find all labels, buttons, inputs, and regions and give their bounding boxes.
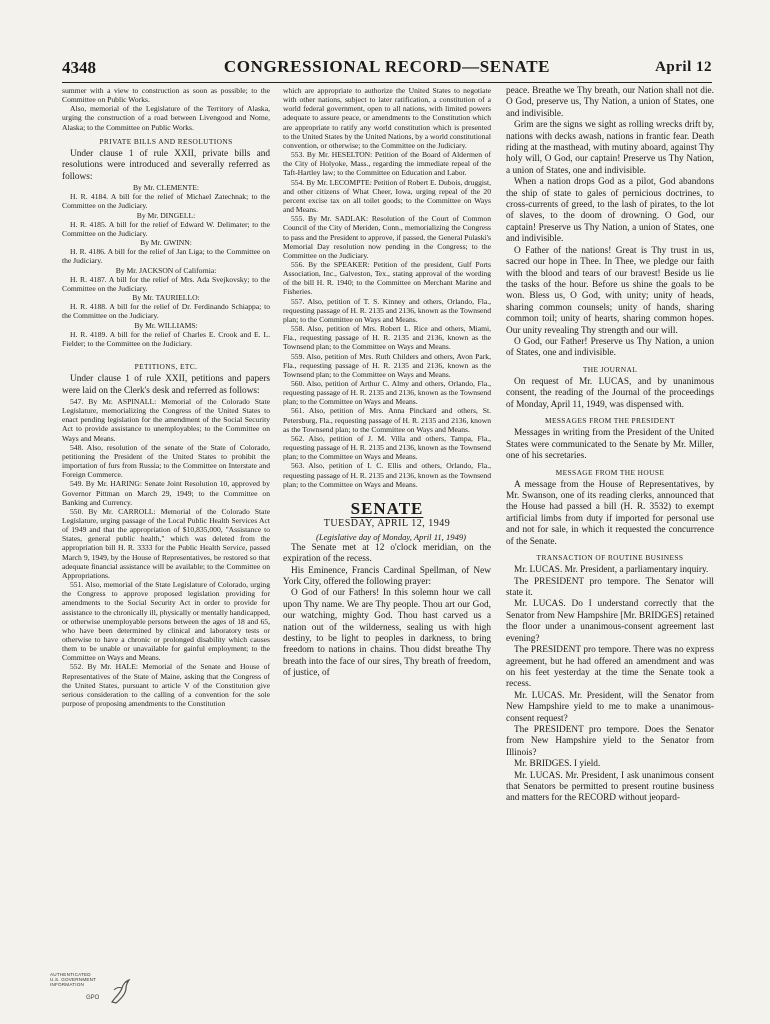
bill-entry: H. R. 4189. A bill for the relief of Charles E. Crook and E. L. Fielder; to the Committee on the Judiciary. [62,329,270,348]
section-heading: THE JOURNAL [582,364,638,374]
bill-entry: H. R. 4184. A bill for the relief of Michael Zatechnak; to the Committee on the Judiciary. [62,192,270,211]
senate-heading: SENATE [350,498,424,518]
bill-entry: H. R. 4187. A bill for the relief of Mrs. Ada Svejkovsky; to the Committee on the Judiciary. [62,274,270,293]
section-heading: TRANSACTION OF ROUTINE BUSINESS [536,553,684,563]
sponsor-line: By Mr. GWINN: [140,238,192,248]
petition-entry: 562. Also, petition of J. M. Villa and others, Tampa, Fla., requesting passage of H. R. 2135 and 2136, known as the Townsend plan; to the Committee on Ways and Means. [283,433,491,462]
bill-entry: H. R. 4188. A bill for the relief of Dr. Ferdinando Schiappa; to the Committee on the Judiciary. [62,302,270,321]
prayer-text: O God of our Fathers! In this solemn hour we call upon Thy name. We are Thy people. Thou art our God, our watching, mighty God. Thou hast carved us a nation out of the wilderness, sealing us with high destiny, to be light to peoples in darkness, to bring freedom to nations in chains. Thou didst breathe Thy breath into the face of our sires, Thy breath of freedom, of justice, of [283,588,491,679]
dialogue-line: The PRESIDENT pro tempore. Does the Senator from New Hampshire yield to the Senator from Illinois? [506,724,714,758]
column-middle [283,86,491,680]
prayer-text: Grim are the signs we sight as rolling wrecks drift by, nations with decks awash, nations in frantic fear. Death riding at the masthead, with mutiny aboard, against Thy holy will, O God, our captain! Preserve us Thy Nation, a union of States, one and indivisible. [506,120,714,176]
sponsor-line: By Mr. CLEMENTE: [132,183,200,193]
petition-entry: 547. By Mr. ASPINALL: Memorial of the Colorado State Legislature, memorializing the Congress of the United States to enact pending legislation for the amendment of the Social Security Act to provide assistance to unemployables; to the Committee on Ways and Means. [62,396,270,443]
paragraph: On request of Mr. LUCAS, and by unanimous consent, the reading of the Journal of the proceedings of Monday, April 11, 1949, was dispensed with. [506,376,714,410]
legislative-day: (Legislative day of Monday, April 11, 1949) [315,532,467,543]
paragraph: which are appropriate to authorize the United States to negotiate with other nations, subject to later ratification, a constitution of a world federal government, open to all nations, with limited powers adequate to assure peace, or amendments to the Constitution which are appropriate to ratify any world constitution which is presented to the United States by the United Nations, by a world constitutional convention, or otherwise; to the Committee on the Judiciary. [283,86,491,150]
petition-entry: 557. Also, petition of T. S. Kinney and others, Orlando, Fla., requesting passage of H. R. 2135 and 2136, known as the Townsend plan; to the Committee on Ways and Means. [283,296,491,324]
section-heading: PRIVATE BILLS AND RESOLUTIONS [99,136,233,146]
petition-entry: 552. By Mr. HALE: Memorial of the Senate and House of Representatives of the State of Maine, asking that the Congress of the United States, pursuant to article V of the Constitution give serious consideration to the calling of a convention for the sole purpose of proposing amendments to the Constitution [62,662,270,709]
column-right [506,86,714,805]
dialogue-line: Mr. LUCAS. Mr. President, I ask unanimous consent that Senators be permitted to present routine business and matters for the RECORD without jeopard- [506,770,714,804]
sponsor-line: By Mr. TAURIELLO: [132,293,200,303]
petition-entry: 555. By Mr. SADLAK: Resolution of the Court of Common Council of the City of Meriden, Conn., memorializing the Congress to pass and the President to approve, if passed, the General Pulaski's Memorial Day resolution now pending in the Congress; to the Committee on the Judiciary. [283,214,491,260]
gpo-label: GPO [86,995,100,1001]
section-heading: PETITIONS, ETC. [134,361,198,371]
petition-entry: 548. Also, resolution of the senate of the State of Colorado, petitioning the President of the United States to prohibit the importation of furs from Russia; to the Committee on Interstate and Foreign Commerce. [62,442,270,480]
dialogue-line: The PRESIDENT pro tempore. There was no express agreement, but he had offered an amendment and was on his feet yesterday at the time the Senate took a recess. [506,645,714,690]
petition-entry: 549. By Mr. HARING: Senate Joint Resolution 10, approved by Governor Pittman on March 29, 1949; to the Committee on Banking and Currency. [62,479,270,507]
petition-entry: 560. Also, petition of Arthur C. Almy and others, Orlando, Fla., requesting passage of H. R. 2135 and 2136, known as the Townsend plan; to the Committee on Ways and Means. [283,379,491,407]
paragraph: The Senate met at 12 o'clock meridian, on the expiration of the recess. [283,542,491,565]
column-left [62,86,270,708]
petition-entry: 553. By Mr. HESELTON: Petition of the Board of Aldermen of the City of Holyoke, Mass., regarding the immediate repeal of the Taft-Hartley law; to the Committee on Education and Labor. [283,150,491,178]
petition-entry: 563. Also, petition of I. C. Ellis and others, Orlando, Fla., requesting passage of H. R. 2135 and 2136, known as the Townsend plan; to the Committee on Ways and Means. [283,461,491,489]
paragraph: Messages in writing from the President of the United States were communicated to the Senate by Mr. Miller, one of his secretaries. [506,428,714,462]
sponsor-line: By Mr. WILLIAMS: [134,320,198,330]
section-heading: MESSAGE FROM THE HOUSE [555,467,665,477]
prayer-text: When a nation drops God as a pilot, God abandons the ship of state to gales of pernicious doctrines, to cross-currents of greed, to the lash of pirates, to the lot of slaves, to the doom of drowning. O God, our captain! Preserve us Thy Nation, a union of States, one and indivisible. [506,177,714,245]
page-number: 4348 [62,58,96,77]
eagle-icon [108,976,132,1006]
intro-paragraph: Under clause 1 of rule XXII, private bills and resolutions were introduced and severally referred as follows: [62,148,270,182]
prayer-text: O Father of the nations! Great is Thy trust in us, sacred our hope in Thee. In Thee, we pledge our faith with the blood and tears of our bravest! Beside us lie the tasks of the hour. Before us shine the goals to be won. Bless us, O God, with unity; unity of heads, sharing common counsels; unity of hands, sharing common toil; unity of hearts, sharing common hopes. Our unity revealing Thy strength and our will. [506,245,714,336]
prayer-text: O God, our Father! Preserve us Thy Nation, a union of States, one and indivisible. [506,336,714,359]
petition-entry: 554. By Mr. LECOMPTE: Petition of Robert E. Dubois, druggist, and other citizens of What Cheer, Iowa, urging repeal of the 20 percent excise tax on all toilet goods; to the Committee on Ways and Means. [283,177,491,215]
paragraph: A message from the House of Representatives, by Mr. Swanson, one of its reading clerks, announced that the House had passed a bill (H. R. 3532) to exempt artificial limbs from duty if imported for personal use and not for sale, in which it requested the concurrence of the Senate. [506,479,714,547]
dialogue-line: The PRESIDENT pro tempore. The Senator will state it. [506,576,714,599]
session-date: TUESDAY, APRIL 12, 1949 [323,518,451,530]
petition-entry: 556. By the SPEAKER: Petition of the president, Gulf Ports Association, Inc., Galveston, Tex., stating approval of the wording of the bill H. R. 1940; to the Committee on Merchant Marine and Fisheries. [283,259,491,297]
publication-title: CONGRESSIONAL RECORD—SENATE [223,57,551,76]
logo-line: AUTHENTICATED [50,972,91,977]
sponsor-line: By Mr. JACKSON of California: [115,265,217,275]
petition-entry: 550. By Mr. CARROLL: Memorial of the Colorado State Legislature, urging passage of the Local Public Health Services Act of 1949 and that the appropriation of $10,835,000, "Assistance to States, general public health," which was deleted from the appropriation bill H. R. 3333 for the Public Health Service, passed March 9, 1949, by the House of Representatives, be restored so that adequate financial assistance will be available; to the Committee on Appropriations. [62,506,270,580]
dialogue-line: Mr. LUCAS. Mr. President, a parliamentary inquiry. [514,565,709,576]
petition-entry: 551. Also, memorial of the State Legislature of Colorado, urging the Congress to approve proposed legislation providing for amendments to the Social Security Act in order to provide for assistance to the chronically ill, physically or mentally handicapped, or otherwise unemployable persons between the ages of 18 and 65, who have been determined by clinical and laboratory tests or otherwise to have a chronic or prolonged disability which causes them to be unable or unavailable for gainful employment; to the Committee on Ways and Means. [62,580,270,663]
bill-entry: H. R. 4186. A bill for the relief of Jan Liga; to the Committee on the Judiciary. [62,247,270,266]
gpo-authentication-logo [50,972,140,1016]
intro-paragraph: Under clause 1 of rule XXII, petitions and papers were laid on the Clerk's desk and referred as follows: [62,374,270,396]
logo-line: INFORMATION [50,982,85,988]
dialogue-line: Mr. LUCAS. Do I understand correctly that the Senator from New Hampshire [Mr. BRIDGES] retained the floor under a unanimous-consent agreement last evening? [506,599,714,644]
petition-entry: 561. Also, petition of Mrs. Anna Pinckard and others, St. Petersburg, Fla., requesting passage of H. R. 2135 and 2136, known as the Townsend plan; to the Committee on Ways and Means. [283,406,491,434]
paragraph: summer with a view to construction as soon as possible; to the Committee on Public Works. [62,86,270,105]
bill-entry: H. R. 4185. A bill for the relief of Edward W. Delimater; to the Committee on the Judiciary. [62,219,270,238]
paragraph: His Eminence, Francis Cardinal Spellman, of New York City, offered the following prayer: [283,565,491,587]
dialogue-line: Mr. BRIDGES. I yield. [514,759,601,770]
page-header [62,56,712,83]
section-heading: MESSAGES FROM THE PRESIDENT [545,416,675,426]
prayer-text: peace. Breathe we Thy breath, our Nation shall not die. O God, preserve us, Thy Nation, a union of States, one and indivisible. [506,86,714,119]
petition-entry: 559. Also, petition of Mrs. Ruth Childers and others, Avon Park, Fla., requesting passage of H. R. 2135 and 2136, known as the Townsend plan; to the Committee on Ways and Means. [283,351,491,379]
header-date: April 12 [655,59,712,75]
paragraph: Also, memorial of the Legislature of the Territory of Alaska, urging the construction of a road between Livengood and Nome, Alaska; to the Committee on Public Works. [62,104,270,132]
petition-entry: 558. Also, petition of Mrs. Robert L. Rice and others, Miami, Fla., requesting passage of H. R. 2135 and 2136, known as the Townsend plan; to the Committee on Ways and Means. [283,324,491,352]
logo-line: U.S. GOVERNMENT [50,977,97,983]
sponsor-line: By Mr. DINGELL: [136,210,196,220]
dialogue-line: Mr. LUCAS. Mr. President, will the Senator from New Hampshire yield to me to make a unanimous-consent request? [506,690,714,724]
